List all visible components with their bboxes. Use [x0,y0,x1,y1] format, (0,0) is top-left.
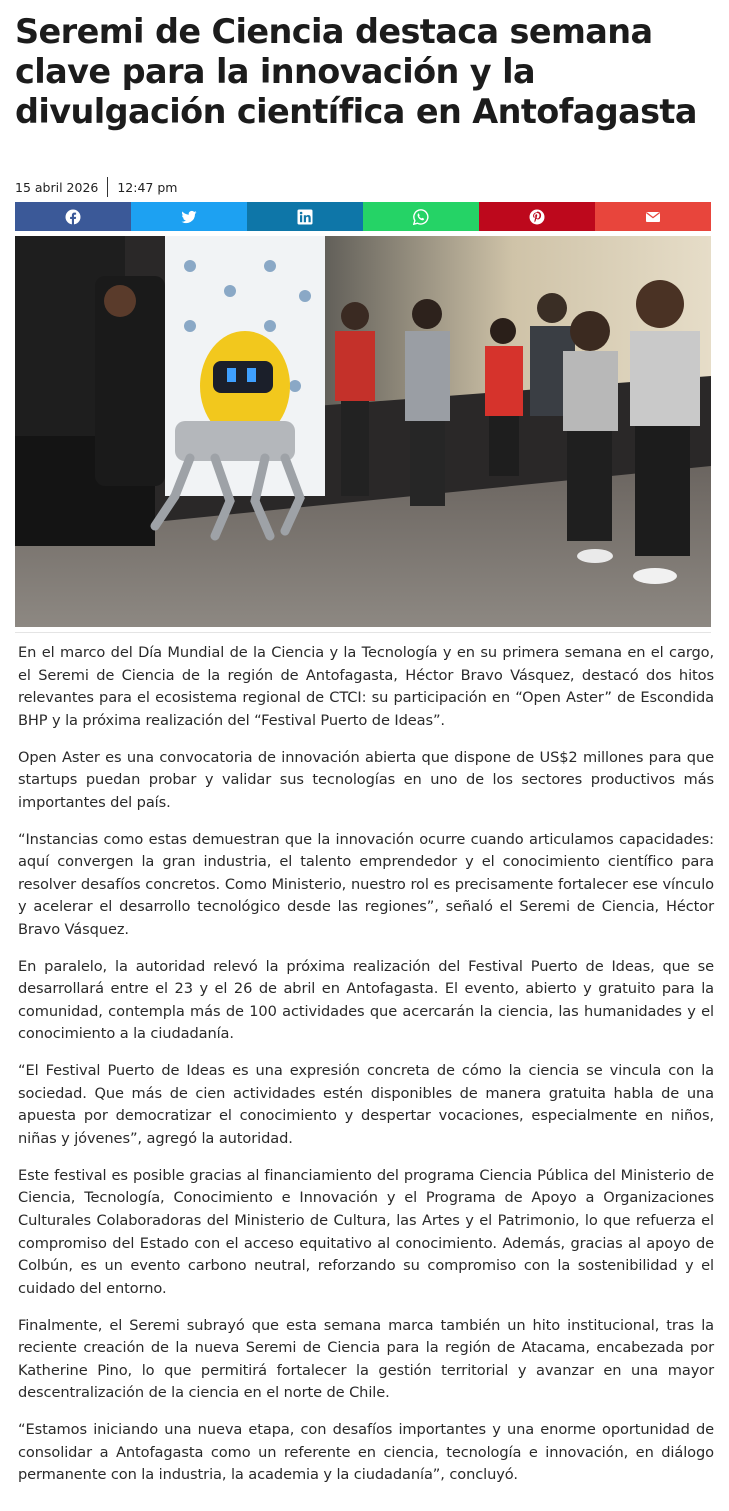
twitter-icon [181,209,197,225]
facebook-icon [65,209,81,225]
pinterest-icon [529,209,545,225]
article-title: Seremi de Ciencia destaca semana clave para la innovación y la divulgación científica en Antofagasta [15,12,697,131]
article-paragraph: En paralelo, la autoridad relevó la próxima realización del Festival Puerto de Ideas, que se desarrollará entre el 23 y el 26 de abril en Antofagasta. El evento, abierto y gratuito para la comunidad, contempla más de 100 actividades que acercarán la ciencia, las humanidades y el conocimiento a la ciudadanía. [18,957,714,1043]
article-paragraph: “El Festival Puerto de Ideas es una expresión concreta de cómo la ciencia se vincula con la sociedad. Que más de cien actividades estén disponibles de manera gratuita habla de una apuesta por democratizar el conocimiento y despertar vocaciones, especialmente en niños, niñas y jóvenes”, agregó la autoridad. [18,1062,714,1148]
article-paragraph: “Instancias como estas demuestran que la innovación ocurre cuando articulamos capacidades: aquí convergen la gran industria, el talento emprendedor y el conocimiento científico para resolver desafíos concretos. Como Ministerio, nuestro rol es precisamente fortalecer ese vínculo y acelerar el desarrollo tecnológico desde las regiones”, señaló el Seremi de Ciencia, Héctor Bravo Vásquez. [18,830,714,938]
article-photo [15,236,711,627]
article-paragraph: En el marco del Día Mundial de la Ciencia y la Tecnología y en su primera semana en el cargo, el Seremi de Ciencia de la región de Antofagasta, Héctor Bravo Vásquez, destacó dos hitos relevantes para el ecosistema regional de CTCI: su participación en “Open Aster” de Escondida BHP y la próxima realización del “Festival Puerto de Ideas”. [18,644,714,729]
share-bar [15,202,711,231]
envelope-icon [645,209,661,225]
share-pinterest-button[interactable] [479,202,595,231]
share-facebook-button[interactable] [15,202,131,231]
publish-date: 15 abril 2026 [15,179,99,195]
article-body [18,642,714,1501]
share-twitter-button[interactable] [131,202,247,231]
article-paragraph: Finalmente, el Seremi subrayó que esta semana marca también un hito institucional, tras la reciente creación de la nueva Seremi de Ciencia para la región de Atacama, encabezada por Katherine Pino, lo que permitirá fortalecer la gestión territorial y avanzar en una mayor descentralización de la ciencia en el norte de Chile. [18,1316,714,1402]
whatsapp-icon [413,209,429,225]
meta-divider [107,177,108,197]
share-email-button[interactable] [595,202,711,231]
article-paragraph: “Estamos iniciando una nueva etapa, con desafíos importantes y una enorme oportunidad de consolidar a Antofagasta como un referente en ciencia, tecnología e innovación, en diálogo permanente con la industria, la academia y la ciudadanía”, concluyó. [18,1421,714,1484]
robot-dog-and-students-photo [15,236,711,627]
article-paragraph: Open Aster es una convocatoria de innovación abierta que dispone de US$2 millones para que startups puedan probar y validar sus tecnologías en uno de los sectores productivos más importantes del país. [18,748,714,811]
linkedin-icon [297,209,313,225]
photo-divider [15,632,711,633]
publish-time: 12:47 pm [117,179,178,195]
article-paragraph: Este festival es posible gracias al financiamiento del programa Ciencia Pública del Ministerio de Ciencia, Tecnología, Conocimiento e Innovación y el Programa de Apoyo a Organizaciones Culturales Colaboradoras del Ministerio de Cultura, las Artes y el Patrimonio, lo que refuerza el compromiso del Estado con el acceso equitativo al conocimiento. Además, gracias al apoyo de Colbún, es un evento carbono neutral, reforzando su compromiso con la sostenibilidad y el cuidado del entorno. [18,1166,714,1297]
share-whatsapp-button[interactable] [363,202,479,231]
share-linkedin-button[interactable] [247,202,363,231]
article-meta [15,177,177,197]
